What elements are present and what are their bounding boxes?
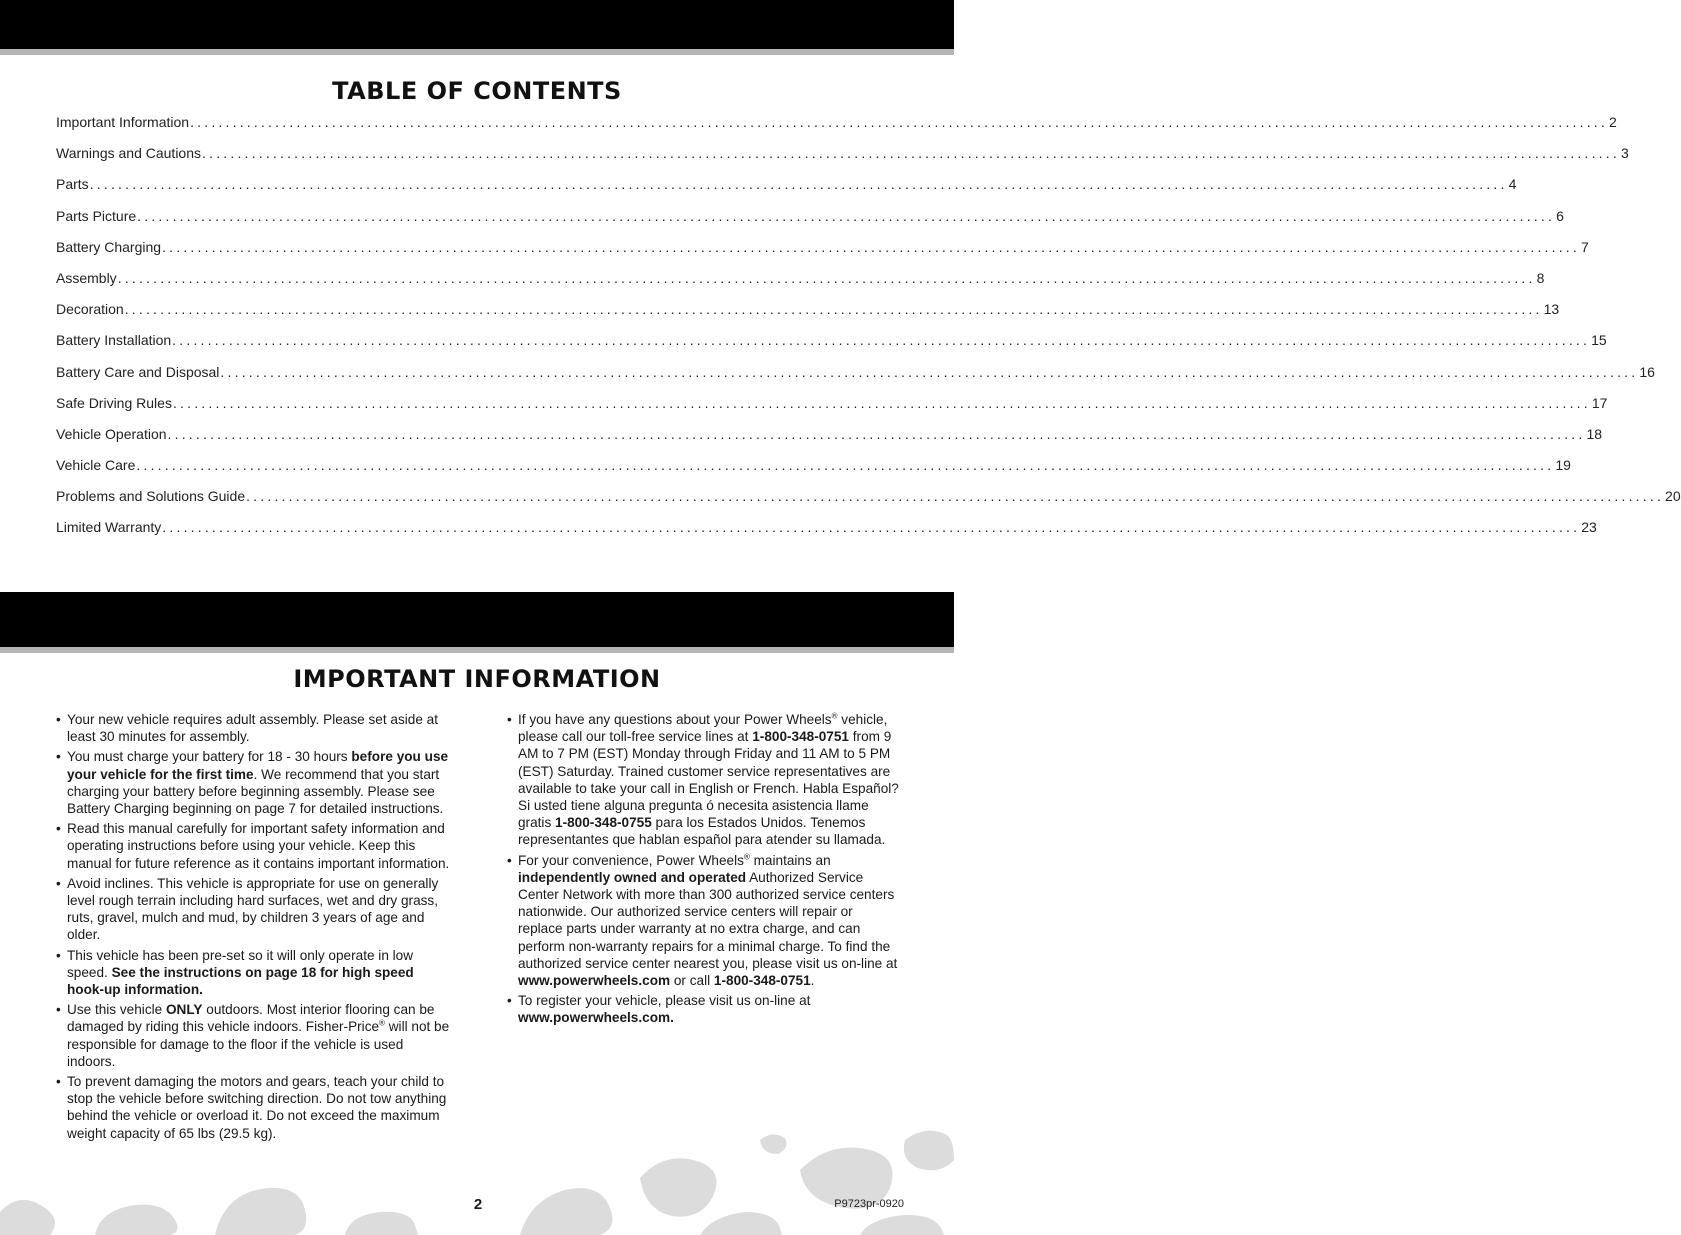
toc-entry[interactable]	[56, 394, 1608, 426]
toc-leader-dots: ........................................................................................................................................................................................................	[202, 145, 1620, 162]
toc-entry-page: 2	[1609, 114, 1617, 130]
section-divider-band-shadow	[0, 647, 954, 653]
info-bullet: • Read this manual carefully for important safety information and operating instructions before using your vehicle. Keep this manual for future reference as it contains important information.	[56, 820, 452, 872]
toc-entry-page: 23	[1581, 519, 1597, 536]
toc-entry-page: 6	[1556, 207, 1564, 224]
info-bullet: • To register your vehicle, please visit us on-line at www.powerwheels.com.	[507, 992, 901, 1026]
section-divider-band	[0, 592, 954, 647]
toc-entry-label: Battery Charging	[56, 238, 162, 255]
toc-leader-dots: ........................................................................................................................................................................................................	[220, 363, 1639, 380]
info-bullet: • You must charge your battery for 18 - 30 hours before you use your vehicle for the first time. We recommend that you start charging your battery before beginning assembly. Please see Battery Charging beginning on page 7 for detailed instructions.	[56, 748, 452, 817]
toc-entry[interactable]	[56, 425, 1603, 457]
info-bullet: • Avoid inclines. This vehicle is appropriate for use on generally level rough terrain including hard surfaces, wet and dry grass, ruts, gravel, mulch and mud, by children 3 years of age and older.	[56, 875, 452, 944]
toc-leader-dots: ........................................................................................................................................................................................................	[124, 301, 1543, 318]
toc-entry-page: 19	[1555, 457, 1571, 474]
toc-entry[interactable]	[56, 519, 1597, 550]
toc-entry[interactable]	[56, 207, 1564, 239]
toc-leader-dots: ........................................................................................................................................................................................................	[136, 457, 1555, 474]
website-link[interactable]: www.powerwheels.com.	[518, 1010, 674, 1026]
toc-leader-dots: ........................................................................................................................................................................................................	[117, 269, 1536, 286]
toc-entry-page: 8	[1536, 269, 1545, 286]
info-bullet: • This vehicle has been pre-set so it will only operate in low speed. See the instructions on page 18 for high speed hook-up information.	[56, 947, 452, 999]
toc-entry[interactable]	[56, 332, 1607, 363]
info-bullet: • To prevent damaging the motors and gears, teach your child to stop the vehicle before switching direction. Do not tow anything behind the vehicle or overload it. Do not exceed the maximum weight capacity of 65 lbs (29.5 kg).	[56, 1073, 452, 1142]
toc-entry[interactable]	[56, 238, 1589, 270]
toc-leader-dots: ........................................................................................................................................................................................................	[172, 394, 1591, 411]
toc-entry[interactable]	[56, 176, 1517, 207]
toc-entry-label: Important Information	[56, 114, 190, 130]
toc-entry[interactable]	[56, 488, 1681, 519]
toc-entry[interactable]	[56, 114, 1617, 145]
top-header-band-shadow	[0, 49, 954, 55]
toc-leader-dots: ........................................................................................................................................................................................................	[172, 332, 1591, 349]
important-information-title: IMPORTANT INFORMATION	[293, 665, 661, 693]
toc-entry[interactable]	[56, 363, 1655, 395]
toc-entry-label: Assembly	[56, 269, 117, 286]
document-code: P9723pr-0920	[834, 1198, 904, 1210]
toc-leader-dots: ........................................................................................................................................................................................................	[167, 425, 1586, 442]
toc-entry-page: 18	[1586, 425, 1603, 442]
info-bullet: • For your convenience, Power Wheels® maintains an independently owned and operated Authorized Service Center Network with more than 300 authorized service centers nationwide. Our authorized service centers will repair or replace parts under warranty at no extra charge, and can perform non-warranty repairs for a minimal charge. To find the authorized service center nearest you, please visit us on-line at www.powerwheels.com or call 1-800-348-0751.	[507, 852, 901, 990]
info-left-column	[56, 711, 452, 1145]
toc-entry-label: Problems and Solutions Guide	[56, 488, 246, 505]
info-bullet: • If you have any questions about your Power Wheels® vehicle, please call our toll-free service lines at 1-800-348-0751 from 9 AM to 7 PM (EST) Monday through Friday and 11 AM to 5 PM (EST) Saturday. Trained customer service representatives are available to take your call in English or French. Habla Español? Si usted tiene alguna pregunta ó necesita asistencia llame gratis 1-800-348-0755 para los Estados Unidos. Tenemos representantes que hablan español para atender su llamada.	[507, 711, 901, 849]
toc-entry-page: 17	[1591, 394, 1608, 411]
toc-entry-label: Battery Installation	[56, 332, 172, 349]
toc-entry-label: Battery Care and Disposal	[56, 363, 220, 380]
toc-entry-label: Parts Picture	[56, 207, 137, 224]
toc-entry[interactable]	[56, 457, 1571, 488]
toc-leader-dots: ........................................................................................................................................................................................................	[162, 238, 1580, 255]
toc-entry-label: Vehicle Operation	[56, 425, 167, 442]
toc-entry[interactable]	[56, 145, 1629, 176]
toc-entry-page: 15	[1591, 332, 1607, 349]
info-bullet: • Use this vehicle ONLY outdoors. Most interior flooring can be damaged by riding this vehicle indoors. Fisher-Price® will not be responsible for damage to the floor if the vehicle is used indoors.	[56, 1001, 452, 1070]
toc-leader-dots: ........................................................................................................................................................................................................	[162, 519, 1581, 536]
toc-entry-page: 3	[1620, 145, 1629, 162]
toc-leader-dots: ........................................................................................................................................................................................................	[137, 207, 1556, 224]
toc-entry-page: 16	[1639, 363, 1655, 380]
page-number: 2	[473, 1196, 483, 1213]
decorative-blob-pattern	[0, 1120, 954, 1235]
toc-entry-label: Parts	[56, 176, 89, 193]
toc-entry[interactable]	[56, 301, 1560, 332]
website-link[interactable]: www.powerwheels.com	[518, 973, 671, 989]
toc-entry-page: 13	[1543, 301, 1560, 318]
toc-leader-dots: ........................................................................................................................................................................................................	[190, 114, 1608, 130]
toc-title: TABLE OF CONTENTS	[332, 77, 622, 105]
toc-entry-label: Decoration	[56, 301, 124, 318]
toc-leader-dots: ........................................................................................................................................................................................................	[89, 176, 1508, 193]
top-header-band	[0, 0, 954, 49]
toc-entry-page: 7	[1581, 238, 1589, 255]
toc-entry-label: Vehicle Care	[56, 457, 136, 474]
info-bullet: • Your new vehicle requires adult assembly. Please set aside at least 30 minutes for assembly.	[56, 711, 452, 745]
toc-entry-label: Safe Driving Rules	[56, 394, 172, 411]
info-right-column	[507, 711, 901, 1030]
toc-entry-page: 4	[1508, 176, 1517, 193]
toc-leader-dots: ........................................................................................................................................................................................................	[246, 488, 1665, 505]
table-of-contents	[56, 114, 1681, 551]
toc-entry-label: Limited Warranty	[56, 519, 162, 536]
toc-entry-label: Warnings and Cautions	[56, 145, 202, 162]
toc-entry-page: 20	[1665, 488, 1681, 505]
toc-entry[interactable]	[56, 269, 1545, 301]
